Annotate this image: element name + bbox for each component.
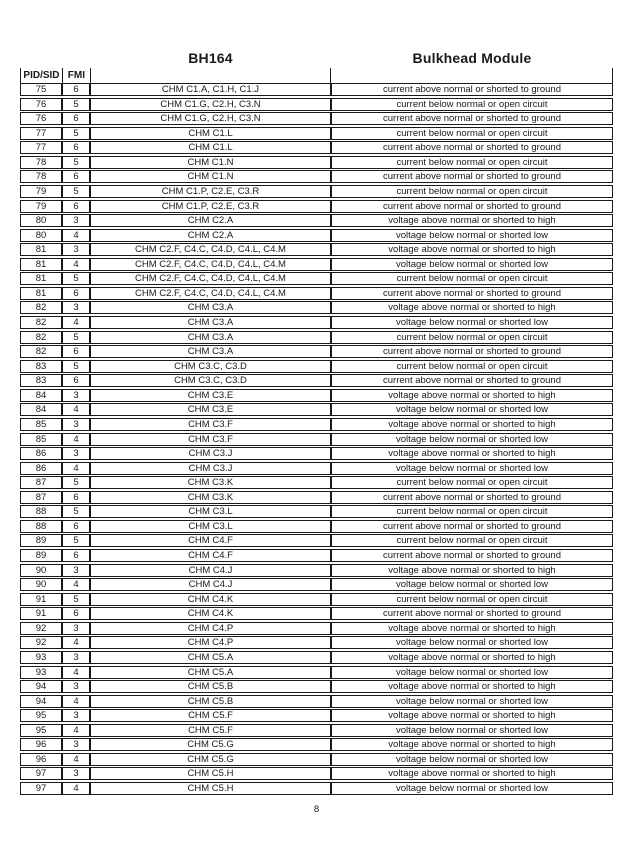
column-header-pid-sid: PID/SID bbox=[21, 68, 63, 83]
description-cell: current below normal or open circuit bbox=[331, 127, 613, 140]
pid-sid-cell: 81 bbox=[20, 272, 62, 285]
column-header-fmi: FMI bbox=[63, 68, 91, 83]
pid-sid-cell: 83 bbox=[20, 374, 62, 387]
fmi-cell: 5 bbox=[62, 127, 90, 140]
connector-cell: CHM C2.F, C4.C, C4.D, C4.L, C4.M bbox=[90, 243, 331, 256]
pid-sid-cell: 82 bbox=[20, 331, 62, 344]
fmi-cell: 4 bbox=[62, 666, 90, 679]
fmi-cell: 6 bbox=[62, 520, 90, 533]
connector-cell: CHM C1.L bbox=[90, 141, 331, 154]
module-code-title: BH164 bbox=[188, 50, 233, 66]
fmi-cell: 6 bbox=[62, 141, 90, 154]
pid-sid-cell: 89 bbox=[20, 534, 62, 547]
description-cell: voltage above normal or shorted to high bbox=[331, 622, 613, 635]
pid-sid-cell: 81 bbox=[20, 287, 62, 300]
connector-cell: CHM C3.C, C3.D bbox=[90, 374, 331, 387]
connector-cell: CHM C4.P bbox=[90, 636, 331, 649]
description-cell: voltage below normal or shorted low bbox=[331, 403, 613, 416]
fmi-cell: 6 bbox=[62, 83, 90, 96]
pid-sid-cell: 79 bbox=[20, 200, 62, 213]
connector-cell: CHM C3.F bbox=[90, 418, 331, 431]
fmi-cell: 4 bbox=[62, 462, 90, 475]
table-row bbox=[20, 491, 613, 504]
fmi-cell: 3 bbox=[62, 447, 90, 460]
pid-sid-cell: 97 bbox=[20, 782, 62, 795]
connector-cell: CHM C3.E bbox=[90, 389, 331, 402]
table-row bbox=[20, 185, 613, 198]
column-header-row bbox=[20, 68, 613, 83]
table-row bbox=[20, 360, 613, 373]
description-cell: voltage below normal or shorted low bbox=[331, 695, 613, 708]
description-cell: voltage below normal or shorted low bbox=[331, 229, 613, 242]
table-row bbox=[20, 651, 613, 664]
fmi-cell: 5 bbox=[62, 593, 90, 606]
fmi-cell: 6 bbox=[62, 607, 90, 620]
table-row bbox=[20, 331, 613, 344]
column-header-connector bbox=[91, 68, 332, 83]
description-cell: voltage below normal or shorted low bbox=[331, 782, 613, 795]
connector-cell: CHM C3.A bbox=[90, 301, 331, 314]
connector-cell: CHM C2.F, C4.C, C4.D, C4.L, C4.M bbox=[90, 287, 331, 300]
fmi-cell: 4 bbox=[62, 695, 90, 708]
description-cell: current above normal or shorted to ground bbox=[331, 520, 613, 533]
description-cell: voltage below normal or shorted low bbox=[331, 433, 613, 446]
table-row bbox=[20, 738, 613, 751]
fmi-cell: 5 bbox=[62, 98, 90, 111]
connector-cell: CHM C3.A bbox=[90, 316, 331, 329]
pid-sid-cell: 87 bbox=[20, 476, 62, 489]
description-cell: voltage above normal or shorted to high bbox=[331, 767, 613, 780]
description-cell: current below normal or open circuit bbox=[331, 156, 613, 169]
description-cell: voltage below normal or shorted low bbox=[331, 316, 613, 329]
connector-cell: CHM C3.E bbox=[90, 403, 331, 416]
pid-sid-cell: 94 bbox=[20, 695, 62, 708]
fmi-cell: 6 bbox=[62, 549, 90, 562]
table-row bbox=[20, 666, 613, 679]
fmi-cell: 4 bbox=[62, 782, 90, 795]
pid-sid-cell: 93 bbox=[20, 666, 62, 679]
connector-cell: CHM C3.J bbox=[90, 447, 331, 460]
pid-sid-cell: 81 bbox=[20, 258, 62, 271]
pid-sid-cell: 81 bbox=[20, 243, 62, 256]
description-cell: voltage above normal or shorted to high bbox=[331, 709, 613, 722]
fmi-cell: 5 bbox=[62, 156, 90, 169]
fmi-cell: 3 bbox=[62, 301, 90, 314]
pid-sid-cell: 91 bbox=[20, 593, 62, 606]
connector-cell: CHM C3.A bbox=[90, 331, 331, 344]
connector-cell: CHM C3.L bbox=[90, 520, 331, 533]
connector-cell: CHM C1.P, C2.E, C3.R bbox=[90, 185, 331, 198]
connector-cell: CHM C2.F, C4.C, C4.D, C4.L, C4.M bbox=[90, 272, 331, 285]
description-cell: voltage above normal or shorted to high bbox=[331, 651, 613, 664]
fmi-cell: 5 bbox=[62, 505, 90, 518]
fmi-cell: 5 bbox=[62, 185, 90, 198]
connector-cell: CHM C4.F bbox=[90, 549, 331, 562]
fmi-cell: 3 bbox=[62, 622, 90, 635]
pid-sid-cell: 97 bbox=[20, 767, 62, 780]
table-row bbox=[20, 156, 613, 169]
description-cell: current above normal or shorted to ground bbox=[331, 345, 613, 358]
pid-sid-cell: 96 bbox=[20, 738, 62, 751]
connector-cell: CHM C5.H bbox=[90, 782, 331, 795]
fmi-cell: 4 bbox=[62, 316, 90, 329]
pid-sid-cell: 80 bbox=[20, 229, 62, 242]
description-cell: current above normal or shorted to ground bbox=[331, 374, 613, 387]
fmi-cell: 3 bbox=[62, 709, 90, 722]
table-row bbox=[20, 229, 613, 242]
description-cell: voltage above normal or shorted to high bbox=[331, 301, 613, 314]
fmi-cell: 6 bbox=[62, 112, 90, 125]
connector-cell: CHM C5.A bbox=[90, 666, 331, 679]
pid-sid-cell: 77 bbox=[20, 127, 62, 140]
description-cell: voltage above normal or shorted to high bbox=[331, 564, 613, 577]
fmi-cell: 4 bbox=[62, 636, 90, 649]
table-row bbox=[20, 593, 613, 606]
connector-cell: CHM C5.G bbox=[90, 738, 331, 751]
connector-cell: CHM C5.B bbox=[90, 680, 331, 693]
table-row bbox=[20, 534, 613, 547]
connector-cell: CHM C3.F bbox=[90, 433, 331, 446]
pid-sid-cell: 83 bbox=[20, 360, 62, 373]
table-row bbox=[20, 753, 613, 766]
description-cell: voltage above normal or shorted to high bbox=[331, 418, 613, 431]
table-row bbox=[20, 418, 613, 431]
fmi-cell: 6 bbox=[62, 345, 90, 358]
fmi-cell: 4 bbox=[62, 753, 90, 766]
description-cell: current below normal or open circuit bbox=[331, 505, 613, 518]
description-cell: voltage below normal or shorted low bbox=[331, 462, 613, 475]
connector-cell: CHM C4.P bbox=[90, 622, 331, 635]
fmi-cell: 6 bbox=[62, 374, 90, 387]
fmi-cell: 3 bbox=[62, 680, 90, 693]
table-row bbox=[20, 345, 613, 358]
pid-sid-cell: 82 bbox=[20, 345, 62, 358]
table-row bbox=[20, 578, 613, 591]
page-number: 8 bbox=[313, 804, 320, 815]
connector-cell: CHM C1.G, C2.H, C3.N bbox=[90, 112, 331, 125]
description-cell: current above normal or shorted to ground bbox=[331, 287, 613, 300]
table-row bbox=[20, 272, 613, 285]
table-row bbox=[20, 170, 613, 183]
pid-sid-cell: 78 bbox=[20, 170, 62, 183]
connector-cell: CHM C1.N bbox=[90, 156, 331, 169]
description-cell: current above normal or shorted to ground bbox=[331, 112, 613, 125]
pid-sid-cell: 90 bbox=[20, 578, 62, 591]
pid-sid-cell: 92 bbox=[20, 622, 62, 635]
table-row bbox=[20, 607, 613, 620]
table-row bbox=[20, 287, 613, 300]
description-cell: current below normal or open circuit bbox=[331, 272, 613, 285]
table-row bbox=[20, 782, 613, 795]
connector-cell: CHM C3.K bbox=[90, 491, 331, 504]
module-name-title: Bulkhead Module bbox=[412, 50, 532, 66]
connector-cell: CHM C3.A bbox=[90, 345, 331, 358]
pid-sid-cell: 86 bbox=[20, 447, 62, 460]
pid-sid-cell: 76 bbox=[20, 112, 62, 125]
pid-sid-cell: 95 bbox=[20, 709, 62, 722]
connector-cell: CHM C5.A bbox=[90, 651, 331, 664]
connector-cell: CHM C2.F, C4.C, C4.D, C4.L, C4.M bbox=[90, 258, 331, 271]
table-row bbox=[20, 389, 613, 402]
connector-cell: CHM C4.K bbox=[90, 607, 331, 620]
table-row bbox=[20, 112, 613, 125]
connector-cell: CHM C4.K bbox=[90, 593, 331, 606]
table-row bbox=[20, 316, 613, 329]
description-cell: voltage above normal or shorted to high bbox=[331, 389, 613, 402]
connector-cell: CHM C2.A bbox=[90, 229, 331, 242]
pid-sid-cell: 91 bbox=[20, 607, 62, 620]
pid-sid-cell: 82 bbox=[20, 316, 62, 329]
fmi-cell: 3 bbox=[62, 651, 90, 664]
description-cell: current below normal or open circuit bbox=[331, 360, 613, 373]
fmi-cell: 6 bbox=[62, 170, 90, 183]
table-row bbox=[20, 433, 613, 446]
pid-sid-cell: 89 bbox=[20, 549, 62, 562]
pid-sid-cell: 78 bbox=[20, 156, 62, 169]
connector-cell: CHM C4.F bbox=[90, 534, 331, 547]
fmi-cell: 3 bbox=[62, 418, 90, 431]
table-row bbox=[20, 243, 613, 256]
connector-cell: CHM C1.P, C2.E, C3.R bbox=[90, 200, 331, 213]
fmi-cell: 4 bbox=[62, 578, 90, 591]
description-cell: current above normal or shorted to ground bbox=[331, 491, 613, 504]
fmi-cell: 3 bbox=[62, 767, 90, 780]
fmi-cell: 4 bbox=[62, 724, 90, 737]
description-cell: current below normal or open circuit bbox=[331, 534, 613, 547]
fault-code-table-body bbox=[20, 83, 613, 797]
connector-cell: CHM C5.F bbox=[90, 724, 331, 737]
description-cell: current above normal or shorted to ground bbox=[331, 83, 613, 96]
pid-sid-cell: 85 bbox=[20, 433, 62, 446]
pid-sid-cell: 77 bbox=[20, 141, 62, 154]
description-cell: current above normal or shorted to ground bbox=[331, 170, 613, 183]
table-row bbox=[20, 258, 613, 271]
description-cell: voltage below normal or shorted low bbox=[331, 578, 613, 591]
table-row bbox=[20, 447, 613, 460]
connector-cell: CHM C1.N bbox=[90, 170, 331, 183]
table-row bbox=[20, 214, 613, 227]
connector-cell: CHM C3.L bbox=[90, 505, 331, 518]
pid-sid-cell: 93 bbox=[20, 651, 62, 664]
connector-cell: CHM C3.C, C3.D bbox=[90, 360, 331, 373]
pid-sid-cell: 96 bbox=[20, 753, 62, 766]
table-row bbox=[20, 83, 613, 96]
table-row bbox=[20, 680, 613, 693]
pid-sid-cell: 75 bbox=[20, 83, 62, 96]
table-row bbox=[20, 127, 613, 140]
fmi-cell: 4 bbox=[62, 433, 90, 446]
fmi-cell: 5 bbox=[62, 360, 90, 373]
fmi-cell: 3 bbox=[62, 738, 90, 751]
description-cell: current below normal or open circuit bbox=[331, 98, 613, 111]
connector-cell: CHM C4.J bbox=[90, 578, 331, 591]
fmi-cell: 6 bbox=[62, 491, 90, 504]
description-cell: voltage below normal or shorted low bbox=[331, 724, 613, 737]
description-cell: voltage above normal or shorted to high bbox=[331, 214, 613, 227]
connector-cell: CHM C3.J bbox=[90, 462, 331, 475]
description-cell: current below normal or open circuit bbox=[331, 476, 613, 489]
fmi-cell: 5 bbox=[62, 476, 90, 489]
description-cell: current below normal or open circuit bbox=[331, 331, 613, 344]
pid-sid-cell: 88 bbox=[20, 505, 62, 518]
table-row bbox=[20, 403, 613, 416]
description-cell: voltage above normal or shorted to high bbox=[331, 738, 613, 751]
description-cell: voltage below normal or shorted low bbox=[331, 258, 613, 271]
connector-cell: CHM C1.L bbox=[90, 127, 331, 140]
connector-cell: CHM C1.G, C2.H, C3.N bbox=[90, 98, 331, 111]
connector-cell: CHM C5.H bbox=[90, 767, 331, 780]
pid-sid-cell: 95 bbox=[20, 724, 62, 737]
pid-sid-cell: 86 bbox=[20, 462, 62, 475]
fmi-cell: 6 bbox=[62, 200, 90, 213]
table-row bbox=[20, 520, 613, 533]
table-row bbox=[20, 505, 613, 518]
pid-sid-cell: 85 bbox=[20, 418, 62, 431]
table-row bbox=[20, 374, 613, 387]
table-row bbox=[20, 695, 613, 708]
description-cell: current below normal or open circuit bbox=[331, 593, 613, 606]
pid-sid-cell: 88 bbox=[20, 520, 62, 533]
pid-sid-cell: 80 bbox=[20, 214, 62, 227]
pid-sid-cell: 79 bbox=[20, 185, 62, 198]
connector-cell: CHM C5.B bbox=[90, 695, 331, 708]
description-cell: current above normal or shorted to ground bbox=[331, 200, 613, 213]
connector-cell: CHM C3.K bbox=[90, 476, 331, 489]
column-header-description bbox=[331, 68, 613, 83]
description-cell: current above normal or shorted to ground bbox=[331, 607, 613, 620]
description-cell: voltage below normal or shorted low bbox=[331, 753, 613, 766]
fmi-cell: 4 bbox=[62, 258, 90, 271]
table-row bbox=[20, 724, 613, 737]
fmi-cell: 4 bbox=[62, 229, 90, 242]
connector-cell: CHM C2.A bbox=[90, 214, 331, 227]
table-row bbox=[20, 98, 613, 111]
description-cell: voltage above normal or shorted to high bbox=[331, 243, 613, 256]
fmi-cell: 5 bbox=[62, 534, 90, 547]
table-row bbox=[20, 564, 613, 577]
pid-sid-cell: 92 bbox=[20, 636, 62, 649]
connector-cell: CHM C4.J bbox=[90, 564, 331, 577]
description-cell: current above normal or shorted to ground bbox=[331, 549, 613, 562]
pid-sid-cell: 90 bbox=[20, 564, 62, 577]
pid-sid-cell: 94 bbox=[20, 680, 62, 693]
fmi-cell: 6 bbox=[62, 287, 90, 300]
description-cell: voltage below normal or shorted low bbox=[331, 636, 613, 649]
fmi-cell: 3 bbox=[62, 564, 90, 577]
fmi-cell: 3 bbox=[62, 214, 90, 227]
connector-cell: CHM C1.A, C1.H, C1.J bbox=[90, 83, 331, 96]
description-cell: voltage above normal or shorted to high bbox=[331, 447, 613, 460]
table-row bbox=[20, 301, 613, 314]
table-row bbox=[20, 549, 613, 562]
description-cell: current above normal or shorted to ground bbox=[331, 141, 613, 154]
table-row bbox=[20, 622, 613, 635]
pid-sid-cell: 84 bbox=[20, 403, 62, 416]
table-row bbox=[20, 462, 613, 475]
fmi-cell: 3 bbox=[62, 243, 90, 256]
table-row bbox=[20, 200, 613, 213]
table-row bbox=[20, 476, 613, 489]
fmi-cell: 5 bbox=[62, 331, 90, 344]
table-row bbox=[20, 141, 613, 154]
fmi-cell: 4 bbox=[62, 403, 90, 416]
pid-sid-cell: 84 bbox=[20, 389, 62, 402]
connector-cell: CHM C5.G bbox=[90, 753, 331, 766]
pid-sid-cell: 87 bbox=[20, 491, 62, 504]
table-row bbox=[20, 636, 613, 649]
connector-cell: CHM C5.F bbox=[90, 709, 331, 722]
description-cell: voltage above normal or shorted to high bbox=[331, 680, 613, 693]
pid-sid-cell: 76 bbox=[20, 98, 62, 111]
table-row bbox=[20, 767, 613, 780]
description-cell: current below normal or open circuit bbox=[331, 185, 613, 198]
fmi-cell: 3 bbox=[62, 389, 90, 402]
table-row bbox=[20, 709, 613, 722]
fmi-cell: 5 bbox=[62, 272, 90, 285]
pid-sid-cell: 82 bbox=[20, 301, 62, 314]
description-cell: voltage below normal or shorted low bbox=[331, 666, 613, 679]
